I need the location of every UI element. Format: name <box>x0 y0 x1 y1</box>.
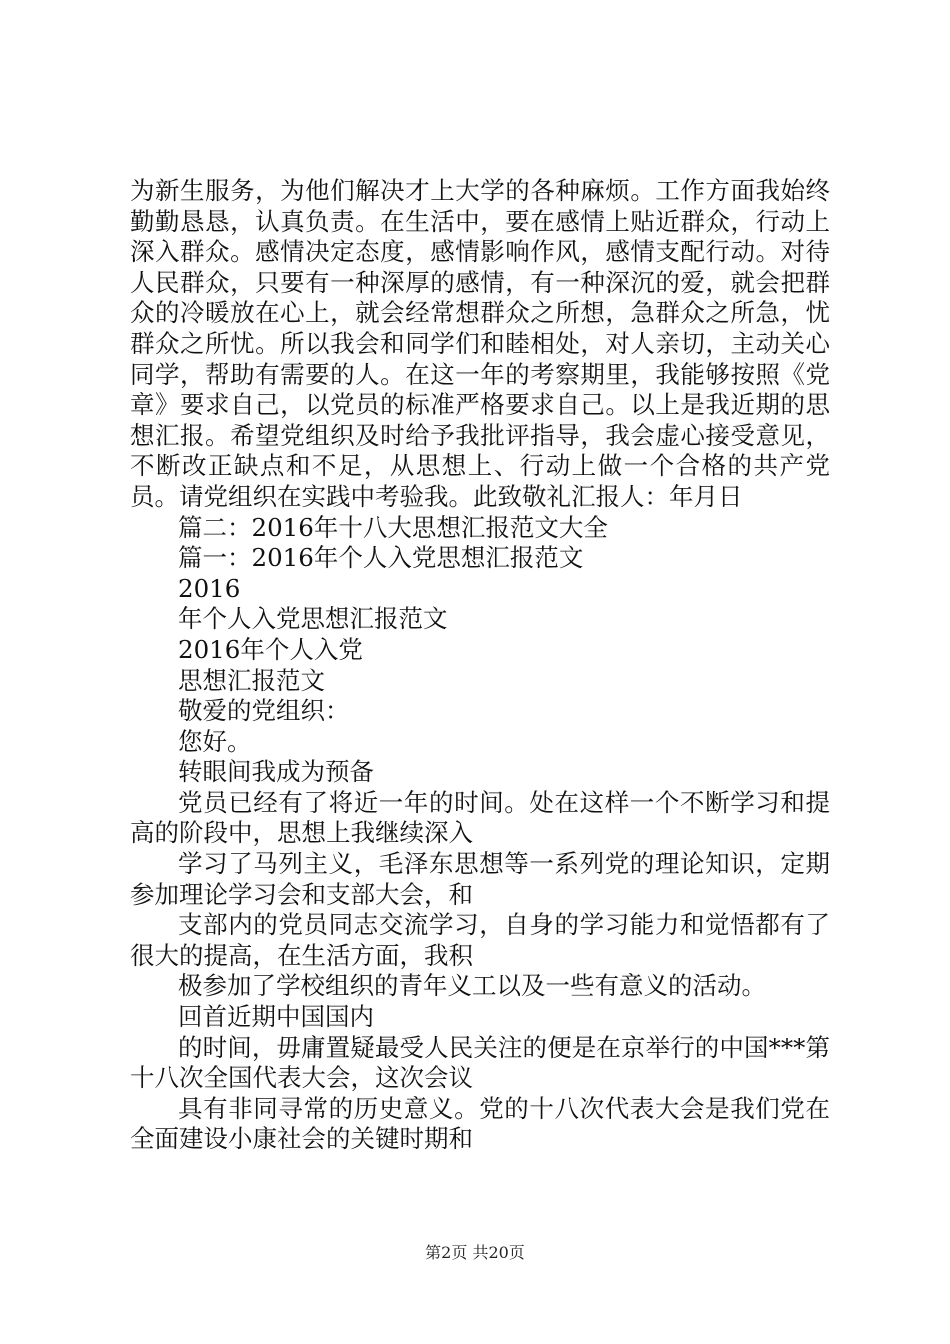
paragraph: 极参加了学校组织的青年义工以及一些有意义的活动。 <box>178 971 766 1001</box>
paragraph: 具有非同寻常的历史意义。党的十八次代表大会是我们党在全面建设小康社会的关键时期和 <box>130 1093 830 1154</box>
paragraph: 2016年个人入党 <box>178 634 363 664</box>
paragraph: 回首近期中国国内 <box>178 1002 374 1032</box>
page-footer: 第2页 共20页 <box>425 1243 525 1262</box>
section-heading: 篇一：2016年个人入党思想汇报范文 <box>178 543 584 573</box>
paragraph: 思想汇报范文 <box>178 665 325 695</box>
section-heading: 篇二：2016年十八大思想汇报范文大全 <box>178 512 608 542</box>
paragraph: 的时间，毋庸置疑最受人民关注的便是在京举行的中国***第十八次全国代表大会，这次会议 <box>130 1032 830 1093</box>
paragraph: 2016 <box>178 573 241 603</box>
paragraph: 年个人入党思想汇报范文 <box>178 604 448 634</box>
paragraph: 党员已经有了将近一年的时间。处在这样一个不断学习和提高的阶段中，思想上我继续深入 <box>130 787 830 848</box>
paragraph: 为新生服务，为他们解决才上大学的各种麻烦。工作方面我始终勤勤恳恳，认真负责。在生活中，要在感情上贴近群众，行动上深入群众。感情决定态度，感情影响作风，感情支配行动。对待人民群众，只要有一种深厚的感情，有一种深沉的爱，就会把群众的冷暖放在心上，就会经常想群众之所想，急群众之所急，忧群众之所忧。所以我会和同学们和睦相处，对人亲切，主动关心同学，帮助有需要的人。在这一年的考察期里，我能够按照《党章》要求自己，以党员的标准严格要求自己。以上是我近期的思想汇报。希望党组织及时给予我批评指导，我会虚心接受意见，不断改正缺点和不足，从思想上、行动上做一个合格的共产党员。请党组织在实践中考验我。此致敬礼汇报人：年月日 <box>130 176 830 511</box>
document-body <box>130 176 830 1155</box>
paragraph: 转眼间我成为预备 <box>178 757 374 787</box>
paragraph: 支部内的党员同志交流学习，自身的学习能力和觉悟都有了很大的提高，在生活方面，我积 <box>130 910 830 970</box>
greeting: 您好。 <box>178 726 252 756</box>
paragraph: 学习了马列主义，毛泽东思想等一系列党的理论知识，定期参加理论学习会和支部大会，和 <box>130 849 830 909</box>
salutation: 敬爱的党组织： <box>178 696 350 726</box>
